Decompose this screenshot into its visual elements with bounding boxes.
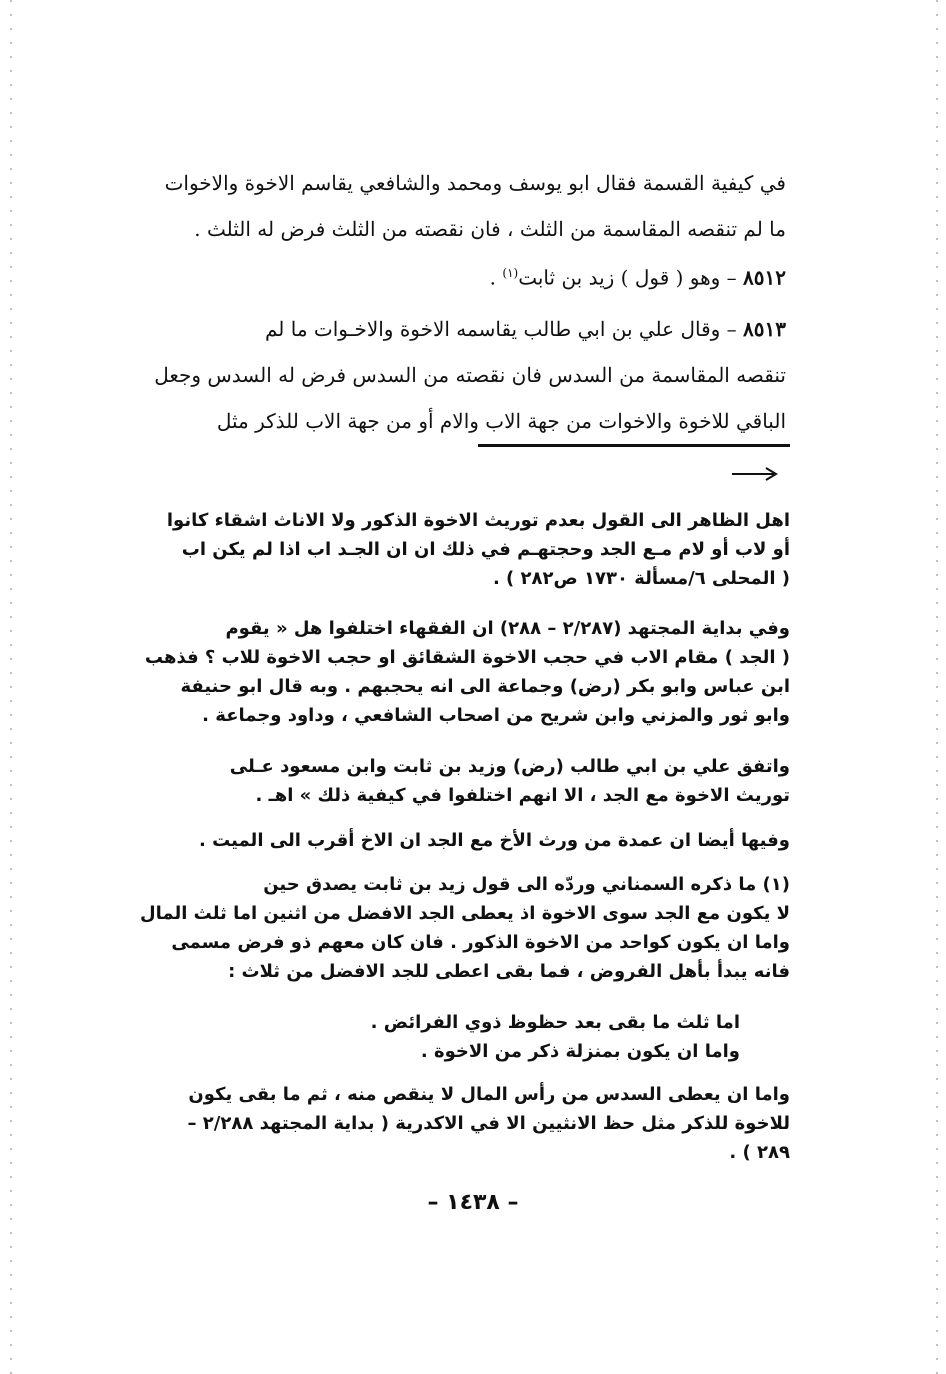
scan-edge-left — [10, 0, 12, 1374]
scan-edge-right — [936, 0, 938, 1374]
fn-bidaya-line-2: ( الجد ) مقام الاب في حجب الاخوة الشقائق او حجب الاخوة للاب ؟ فذهب — [144, 647, 790, 668]
fn-cont-line-3: ( المحلى ٦/مسألة ١٧٣٠ ص٢٨٢ ) . — [492, 568, 790, 589]
main-p3-line-1-text: – وقال علي بن ابي طالب يقاسمه الاخوة والاخـوات ما لم — [264, 317, 744, 341]
main-p2-text: – وهو ( قول ) زيد بن ثابت — [518, 265, 744, 290]
main-p3-line-1 — [150, 306, 786, 352]
main-paragraph-1 — [150, 160, 786, 252]
fn1-line-1: (١) ما ذكره السمناني وردّه الى قول زيد بن ثابت يصدق حين — [263, 874, 790, 895]
fn1-line-3: واما ان يكون كواحد من الاخوة الذكور . فان كان معهم ذو فرض مسمى — [171, 932, 790, 953]
main-p2-end: . — [489, 265, 503, 290]
fn-bidaya-line-1: وفي بداية المجتهد (٢/٢٨٧ – ٢٨٨) ان الفقهاء اختلفوا هل « يقوم — [225, 618, 790, 639]
entry-number-8513: ٨٥١٣ — [743, 317, 786, 341]
footnote-continuation — [150, 506, 790, 593]
fn-last-line-3: ٢٨٩ ) . — [729, 1142, 790, 1163]
fn-agree-line-1: واتفق علي بن ابي طالب (رض) وزيد بن ثابت وابن مسعود عـلى — [229, 756, 790, 777]
fn-cont-line-2: أو لاب أو لام مـع الجد وحجتهـم في ذلك ان ان الجـد اب اذا لم يكن اب — [181, 539, 790, 560]
main-p2-line — [150, 250, 786, 301]
fn1-line-4: فانه يبدأ بأهل الفروض ، فما بقى اعطى للجد الافضل من ثلاث : — [228, 961, 790, 982]
footnote-bidaya-paragraph — [144, 614, 790, 730]
main-p3-line-3: الباقي للاخوة والاخوات من جهة الاب والام أو من جهة الاب للذكر مثل — [216, 409, 786, 433]
main-paragraph-3 — [150, 306, 786, 444]
fn-cont-line-1: اهل الظاهر الى القول بعدم توريث الاخوة الذكور ولا الاناث اشقاء كانوا — [166, 510, 790, 531]
entry-number-8512: ٨٥١٢ — [743, 265, 786, 290]
page-number: – ١٤٣٨ – — [427, 1190, 519, 1215]
footnote-ref-1[interactable]: (١) — [502, 266, 519, 280]
main-paragraph-2 — [150, 250, 786, 301]
footnote-last-paragraph — [150, 1080, 790, 1167]
fn-bidaya-line-3: ابن عباس وابو بكر (رض) وجماعة الى انه يحجبهم . وبه قال ابو حنيفة — [180, 676, 790, 697]
fn-bidaya-line-4: وابو ثور والمزني وابن شريح من اصحاب الشافعي ، وداود وجماعة . — [202, 705, 790, 726]
fn-option-1: اما ثلث ما بقى بعد حظوظ ذوي الفرائض . — [370, 1012, 740, 1033]
fn-umda-line-1: وفيها أيضا ان عمدة من ورث الأخ مع الجد ان الاخ أقرب الى الميت . — [198, 830, 790, 851]
footnote-agreement-paragraph — [150, 752, 790, 810]
main-p1-line-2: ما لم تنقصه المقاسمة من الثلث ، فان نقصته من الثلث فرض له الثلث . — [194, 217, 786, 241]
continuation-arrow-icon — [730, 466, 780, 482]
fn-last-line-2: للاخوة للذكر مثل حظ الانثيين الا في الاكدرية ( بداية المجتهد ٢/٢٨٨ – — [187, 1113, 790, 1134]
fn-option-2: واما ان يكون بمنزلة ذكر من الاخوة . — [420, 1041, 740, 1062]
fn-agree-line-2: توريث الاخوة مع الجد ، الا انهم اختلفوا في كيفية ذلك » اهـ . — [255, 785, 790, 806]
footnote-options-list — [300, 1008, 740, 1066]
footnote-umda-paragraph — [150, 826, 790, 855]
footnote-1 — [140, 870, 790, 986]
main-p1-line-1: في كيفية القسمة فقال ابو يوسف ومحمد والشافعي يقاسم الاخوة والاخوات — [164, 171, 786, 195]
footnote-separator-rule — [478, 444, 790, 447]
main-p3-line-2: تنقصه المقاسمة من السدس فان نقصته من السدس فرض له السدس وجعل — [154, 363, 786, 387]
fn-last-line-1: واما ان يعطى السدس من رأس المال لا ينقص منه ، ثم ما بقى يكون — [188, 1084, 790, 1105]
fn1-line-2: لا يكون مع الجد سوى الاخوة اذ يعطى الجد الافضل من اثنين اما ثلث المال — [140, 903, 790, 924]
